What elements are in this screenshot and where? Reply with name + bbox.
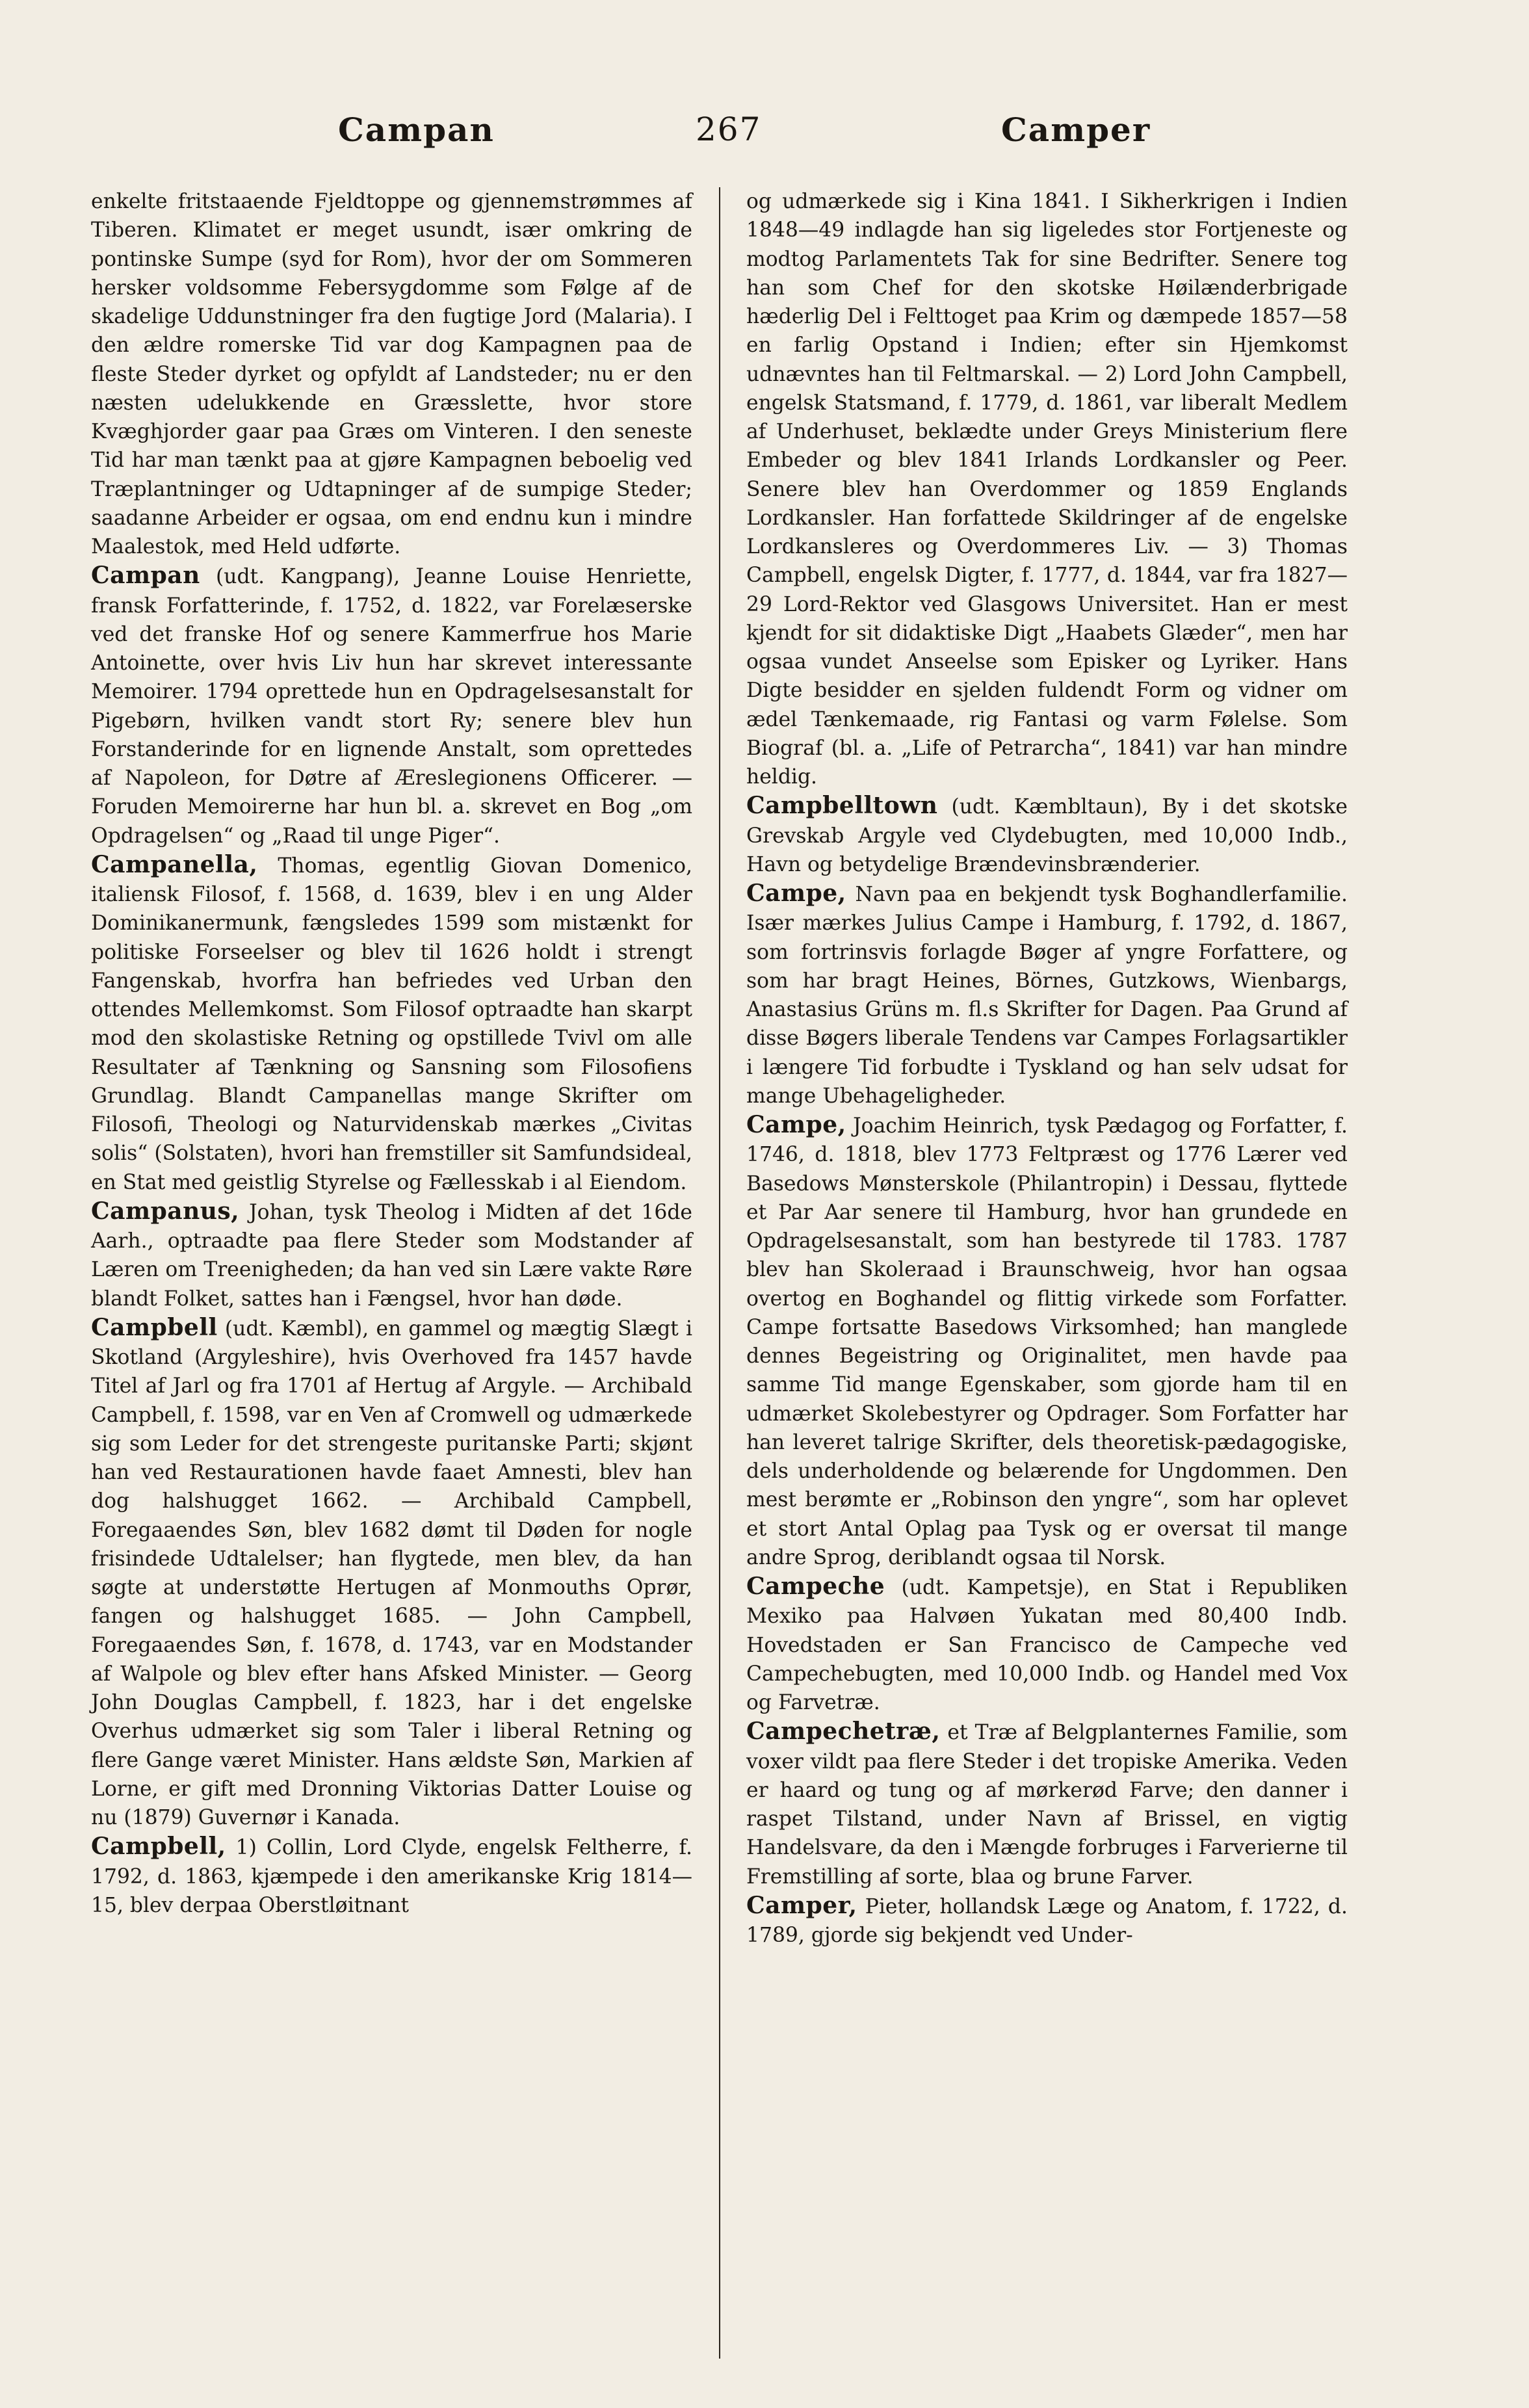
right-column (746, 187, 1348, 1950)
column-divider (719, 187, 720, 2359)
entry-text: enkelte fritstaaende Fjeldtoppe og gjennemstrømmes af Tiberen. Klimatet er meget usundt, især omkring de pontinske Sumpe (syd for Rom), hvor der om Sommeren hersker voldsomme Febersygdomme som Følge af de skadelige Uddunstninger fra den fugtige Jord (Malaria). I den ældre romerske Tid var dog Kampagnen paa de fleste Steder dyrket og opfyldt af Landsteder; nu er den næsten udelukkende en Græsslette, hvor store Kvæghjorder gaar paa Græs om Vinteren. I den seneste Tid har man tænkt paa at gjøre Kampagnen beboelig ved Træplantninger og Udtapninger af de sumpige Steder; saadanne Arbeider er ogsaa, om end endnu kun i mindre Maalestok, med Held udførte. (91, 190, 692, 558)
dictionary-entry (746, 879, 1348, 1110)
dictionary-entry (91, 1197, 692, 1313)
page-number: 267 (696, 111, 762, 148)
entry-headword: Campan (91, 562, 200, 590)
dictionary-entry (91, 561, 692, 850)
entry-text: Pieter, hollandsk Læge og Anatom, f. 1722, d. 1789, gjorde sig bekjendt ved Under- (746, 1894, 1348, 1947)
entry-text: (udt. Kæmbl), en gammel og mægtig Slægt i Skotland (Argyleshire), hvis Overhoved fra 1457 havde Titel af Jarl og fra 1701 af Hertug af Argyle. — Archibald Campbell, f. 1598, var en Ven af Cromwell og udmærkede sig som Leder for det strengeste puritanske Parti; skjønt han ved Restaurationen havde faaet Amnesti, blev han dog halshugget 1662. — Archibald Campbell, Foregaaendes Søn, blev 1682 dømt til Døden for nogle frisindede Udtalelser; han flygtede, men blev, da han søgte at understøtte Hertugen af Monmouths Oprør, fangen og halshugget 1685. — John Campbell, Foregaaendes Søn, f. 1678, d. 1743, var en Modstander af Walpole og blev efter hans Afsked Minister. — Georg John Douglas Campbell, f. 1823, har i det engelske Overhus udmærket sig som Taler i liberal Retning og flere Gange været Minister. Hans ældste Søn, Markien af Lorne, er gift med Dronning Viktorias Datter Louise og nu (1879) Guvernør i Kanada. (91, 1316, 692, 1829)
dictionary-entry (91, 1832, 692, 1920)
entry-headword: Camper, (746, 1891, 857, 1919)
entry-text: Thomas, egentlig Giovan Domenico, italiensk Filosof, f. 1568, d. 1639, blev i en ung Alder Dominikanermunk, fængsledes 1599 som mistænkt for politiske Forseelser og blev til 1626 holdt i strengt Fangenskab, hvorfra han befriedes ved Urban den ottendes Mellemkomst. Som Filosof optraadte han skarpt mod den skolastiske Retning og opstillede Tvivl om alle Resultater af Tænkning og Sansning som Filosofiens Grundlag. Blandt Campanellas mange Skrifter om Filosofi, Theologi og Naturvidenskab mærkes „Civitas solis“ (Solstaten), hvori han fremstiller sit Samfundsideal, en Stat med geistlig Styrelse og Fællesskab i al Eiendom. (91, 854, 692, 1194)
entry-headword: Campanus, (91, 1197, 240, 1225)
entry-headword: Campanella, (91, 850, 258, 878)
right-running-headword: Camper (1001, 111, 1151, 149)
entry-headword: Campechetræ, (746, 1718, 941, 1746)
dictionary-entry (746, 1891, 1348, 1950)
dictionary-entry (746, 1110, 1348, 1572)
entry-text: Joachim Heinrich, tysk Pædagog og Forfatter, f. 1746, d. 1818, blev 1773 Feltpræst og 1776 Lærer ved Basedows Mønsterskole (Philantropin) i Dessau, flyttede et Par Aar senere til Hamburg, hvor han grundede en Opdragelsesanstalt, som han bestyrede til 1783. 1787 blev han Skoleraad i Braunschweig, hvor han ogsaa overtog en Boghandel og flittig virkede som Forfatter. Campe fortsatte Basedows Virksomhed; han manglede dennes Begeistring og Originalitet, men havde paa samme Tid mange Egenskaber, som gjorde ham til en udmærket Skolebestyrer og Opdrager. Som Forfatter har han leveret talrige Skrifter, dels theoretisk-pædagogiske, dels underholdende og belærende for Ungdommen. Den mest berømte er „Robinson den yngre“, som har oplevet et stort Antal Oplag paa Tysk og er oversat til mange andre Sprog, deriblandt ogsaa til Norsk. (746, 1114, 1348, 1569)
dictionary-entry (746, 791, 1348, 879)
entry-text: (udt. Kampetsje), en Stat i Republiken Mexiko paa Halvøen Yukatan med 80,400 Indb. Hovedstaden er San Francisco de Campeche ved Campechebugten, med 10,000 Indb. og Handel med Vox og Farvetræ. (746, 1576, 1348, 1714)
entry-text: Johan, tysk Theolog i Midten af det 16de Aarh., optraadte paa flere Steder som Modstander af Læren om Treenigheden; da han ved sin Lære vakte Røre blandt Folket, sattes han i Fængsel, hvor han døde. (91, 1200, 692, 1311)
dictionary-entry (91, 1313, 692, 1833)
entry-headword: Campbelltown (746, 792, 938, 820)
entry-headword: Campe, (746, 1111, 846, 1138)
dictionary-entry (91, 850, 692, 1197)
left-running-headword: Campan (338, 111, 495, 149)
entry-text: (udt. Kangpang), Jeanne Louise Henriette, fransk Forfatterinde, f. 1752, d. 1822, var Forelæserske ved det franske Hof og senere Kammerfrue hos Marie Antoinette, over hvis Liv hun har skrevet interessante Memoirer. 1794 oprettede hun en Opdragelsesanstalt for Pigebørn, hvilken vandt stort Ry; senere blev hun Forstanderinde for en lignende Anstalt, som oprettedes af Napoleon, for Døtre af Æreslegionens Officerer. — Foruden Memoirerne har hun bl. a. skrevet en Bog „om Opdragelsen“ og „Raad til unge Piger“. (91, 565, 692, 848)
entry-text: Navn paa en bekjendt tysk Boghandlerfamilie. Især mærkes Julius Campe i Hamburg, f. 1792, d. 1867, som fortrinsvis forlagde Bøger af yngre Forfattere, og som har bragt Heines, Börnes, Gutzkows, Wienbargs, Anastasius Grüns m. fl.s Skrifter for Dagen. Paa Grund af disse Bøgers liberale Tendens var Campes Forlagsartikler i længere Tid forbudte i Tyskland og han selv udsat for mange Ubehageligheder. (746, 883, 1348, 1108)
page-header (124, 111, 1404, 169)
entry-headword: Campbell (91, 1313, 218, 1341)
entry-headword: Campbell, (91, 1833, 226, 1861)
dictionary-entry (746, 1572, 1348, 1717)
dictionary-entry (746, 1717, 1348, 1891)
entry-text: et Træ af Belgplanternes Familie, som voxer vildt paa flere Steder i det tropiske Amerika. Veden er haard og tung og af mørkerød Farve; den danner i raspet Tilstand, under Navn af Brissel, en vigtig Handelsvare, da den i Mængde forbruges i Farverierne til Fremstilling af sorte, blaa og brune Farver. (746, 1721, 1348, 1889)
entry-continuation (746, 187, 1348, 791)
entry-continuation (91, 187, 692, 561)
entry-headword: Campeche (746, 1573, 885, 1600)
left-column (91, 187, 692, 1920)
entry-text: (udt. Kæmbltaun), By i det skotske Grevskab Argyle ved Clydebugten, med 10,000 Indb., Havn og betydelige Brændevinsbrænderier. (746, 795, 1348, 876)
entry-headword: Campe, (746, 880, 846, 907)
entry-text: og udmærkede sig i Kina 1841. I Sikherkrigen i Indien 1848—49 indlagde han sig ligeledes stor Fortjeneste og modtog Parlamentets Tak for sine Bedrifter. Senere tog han som Chef for den skotske Høilænderbrigade hæderlig Del i Felttoget paa Krim og dæmpede 1857—58 en farlig Opstand i Indien; efter sin Hjemkomst udnævntes han til Feltmarskal. — 2) Lord John Campbell, engelsk Statsmand, f. 1779, d. 1861, var liberalt Medlem af Underhuset, beklædte under Greys Ministerium flere Embeder og blev 1841 Irlands Lordkansler og Peer. Senere blev han Overdommer og 1859 Englands Lordkansler. Han forfattede Skildringer af de engelske Lordkansleres og Overdommeres Liv. — 3) Thomas Campbell, engelsk Digter, f. 1777, d. 1844, var fra 1827—29 Lord-Rektor ved Glasgows Universitet. Han er mest kjendt for sit didaktiske Digt „Haabets Glæder“, men har ogsaa vundet Anseelse som Episker og Lyriker. Hans Digte besidder en sjelden fuldendt Form og vidner om ædel Tænkemaade, rig Fantasi og varm Følelse. Som Biograf (bl. a. „Life of Petrarcha“, 1841) var han mindre heldig. (746, 190, 1348, 789)
entry-text: 1) Collin, Lord Clyde, engelsk Feltherre, f. 1792, d. 1863, kjæmpede i den amerikanske Krig 1814—15, blev derpaa Oberstløitnant (91, 1836, 692, 1917)
